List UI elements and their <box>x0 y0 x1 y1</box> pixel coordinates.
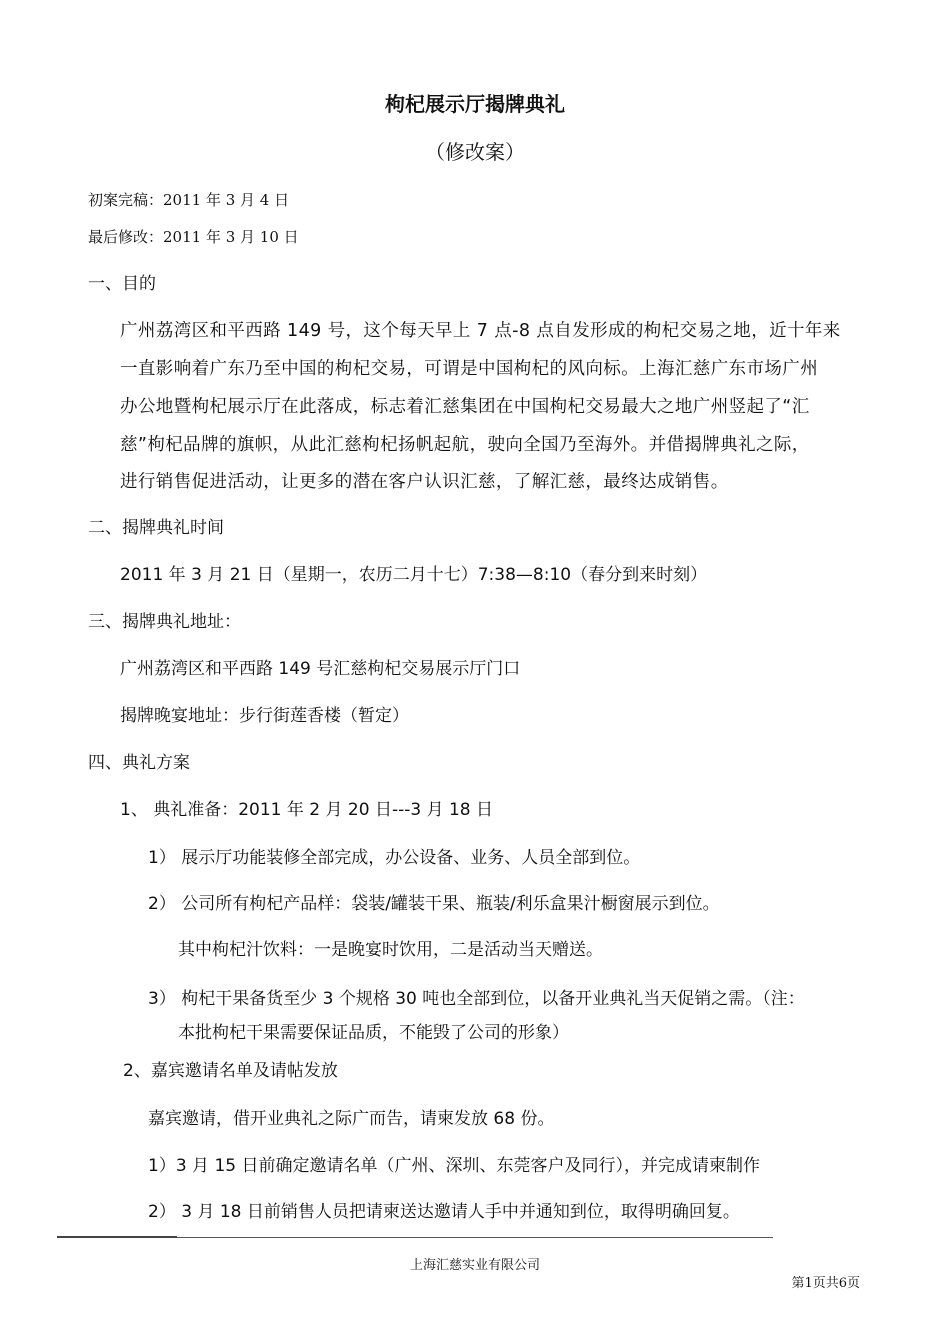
prep-item-2-note: 其中枸杞汁饮料：一是晚宴时饮用，二是活动当天赠送。 <box>178 940 603 960</box>
subsection-heading-preparation: 1、 典礼准备：2011 年 2 月 20 日---3 月 18 日 <box>120 800 494 820</box>
section-heading-plan: 四、典礼方案 <box>88 753 190 773</box>
prep-item-1: 1） 展示厅功能装修全部完成，办公设备、业务、人员全部到位。 <box>148 848 641 868</box>
paragraph-line: 慈”枸杞品牌的旗帜，从此汇慈枸杞扬帆起航，驶向全国乃至海外。并借揭牌典礼之际， <box>120 435 810 455</box>
subsection-heading-guests: 2、嘉宾邀请名单及请帖发放 <box>123 1061 338 1081</box>
paragraph-line: 广州荔湾区和平西路 149 号，这个每天早上 7 点-8 点自发形成的枸杞交易之地，近十年来 <box>120 321 841 341</box>
ceremony-time: 2011 年 3 月 21 日（星期一，农历二月十七）7:38—8:10（春分到来时刻） <box>120 565 708 585</box>
section-heading-address: 三、揭牌典礼地址： <box>88 612 241 632</box>
footer-page-number: 第1页共6页 <box>791 1276 860 1291</box>
paragraph-line: 办公地暨枸杞展示厅在此落成，标志着汇慈集团在中国枸杞交易最大之地广州竖起了“汇 <box>120 397 810 417</box>
last-modified-date: 最后修改：2011 年 3 月 10 日 <box>88 228 299 246</box>
footer-divider <box>57 1237 773 1238</box>
section-heading-purpose: 一、目的 <box>88 274 156 294</box>
document-subtitle: （修改案） <box>425 140 525 164</box>
draft-date: 初案完稿：2011 年 3 月 4 日 <box>88 191 290 209</box>
section-heading-time: 二、揭牌典礼时间 <box>88 518 224 538</box>
footer-company-name: 上海汇慈实业有限公司 <box>409 1258 540 1273</box>
prep-item-3-continued: 本批枸杞干果需要保证品质，不能毁了公司的形象） <box>178 1023 569 1043</box>
paragraph-line: 一直影响着广东乃至中国的枸杞交易，可谓是中国枸杞的风向标。上海汇慈广东市场广州 <box>120 359 819 379</box>
banquet-address: 揭牌晚宴地址：步行街莲香楼（暂定） <box>120 706 409 726</box>
ceremony-address: 广州荔湾区和平西路 149 号汇慈枸杞交易展示厅门口 <box>120 659 521 679</box>
guests-item-1: 1）3 月 15 日前确定邀请名单（广州、深圳、东莞客户及同行），并完成请柬制作 <box>148 1156 760 1176</box>
prep-item-2: 2） 公司所有枸杞产品样：袋装/罐装干果、瓶装/利乐盒果汁橱窗展示到位。 <box>148 894 720 914</box>
paragraph-line: 进行销售促进活动，让更多的潜在客户认识汇慈，了解汇慈，最终达成销售。 <box>120 472 729 492</box>
guests-item-2: 2） 3 月 18 日前销售人员把请柬送达邀请人手中并通知到位，取得明确回复。 <box>148 1202 740 1222</box>
prep-item-3: 3） 枸杞干果备货至少 3 个规格 30 吨也全部到位，以备开业典礼当天促销之需。（注： <box>148 989 805 1009</box>
document-title: 枸杞展示厅揭牌典礼 <box>385 92 565 116</box>
guests-intro: 嘉宾邀请，借开业典礼之际广而告，请柬发放 68 份。 <box>148 1109 555 1129</box>
